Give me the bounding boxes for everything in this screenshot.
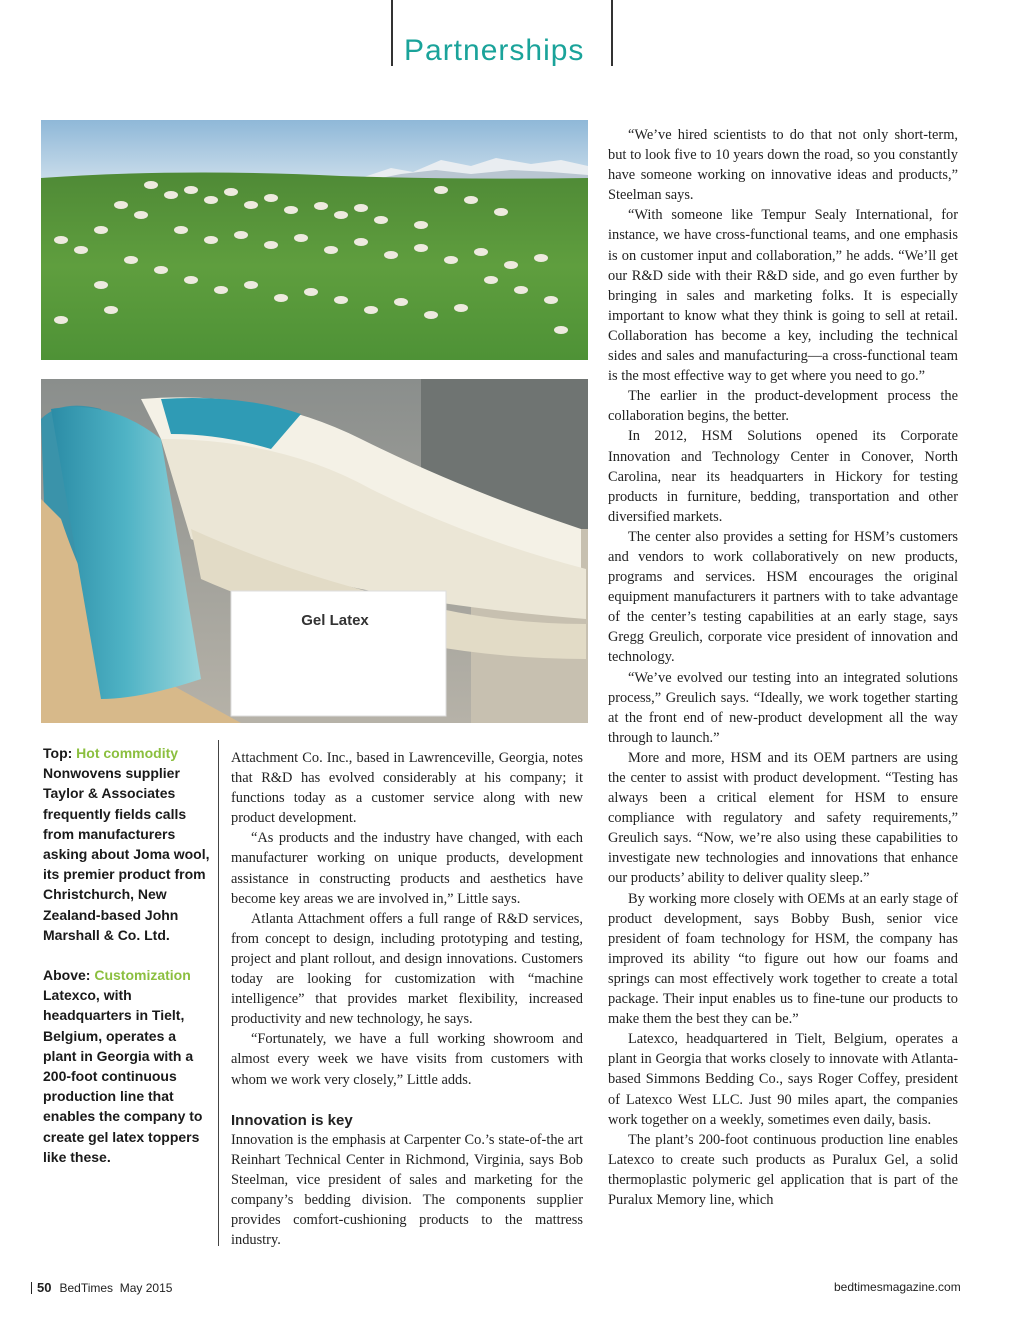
paragraph: By working more closely with OEMs at an early stage of product development, says Bobby Bush, senior vice president of foam technology for HSM, the company has improved its ability “to figure out how our foams and springs can most effectively work together to create a total package. Their input enables us to fine-tune our products to make them the best they can be.” [608, 890, 958, 1028]
sheep [284, 206, 298, 214]
sheep [514, 286, 528, 294]
sheep [174, 226, 188, 234]
caption-above [43, 965, 213, 1167]
sheep [494, 208, 508, 216]
sheep [454, 304, 468, 312]
subheading: Innovation is key [231, 1111, 353, 1129]
photo-caption [43, 743, 213, 1167]
caption-top-lead: Top: [43, 745, 73, 761]
sheep [314, 202, 328, 210]
caption-top-title: Hot commodity [76, 745, 179, 761]
sheep [484, 276, 498, 284]
sheep [54, 236, 68, 244]
sheep [424, 311, 438, 319]
paragraph: “We’ve evolved our testing into an integrated solutions process,” Greulich says. “Ideally, we work together starting at the front end of new-product development all the way through to launch.” [608, 669, 958, 746]
sheep [504, 261, 518, 269]
sheep [124, 256, 138, 264]
sheep [334, 211, 348, 219]
gel-latex-toppers-photo [41, 379, 588, 723]
paragraph: “As products and the industry have changed, with each manufacturer working on unique products, development assistance in constructing products and aesthetics have become key areas we are involved in,” Little says. [231, 830, 583, 907]
paragraph: “We’ve hired scientists to do that not only short-term, but to look five to 10 years down the road, so you constantly have someone working on innovative ideas and products,” Steelman says. [608, 127, 958, 204]
section-title: Partnerships [404, 34, 585, 67]
sheep [414, 244, 428, 252]
sheep [354, 238, 368, 246]
sheep [534, 254, 548, 262]
sheep [474, 248, 488, 256]
sheep [374, 216, 388, 224]
footer-website[interactable]: bedtimesmagazine.com [834, 1280, 961, 1294]
sheep [94, 281, 108, 289]
sheep [74, 246, 88, 254]
paragraph: The center also provides a setting for HSM’s customers and vendors to work collaboratively on new products, programs and services. HSM encourages the original equipment manufacturers it partners with to take advantage of the center’s testing capabilities at an early stage, says Gregg Greulich, corporate vice president of innovation and technology. [608, 528, 958, 666]
paragraph: The plant’s 200-foot continuous production line enables Latexco to create such products as Puralux Gel, a solid thermoplastic polymeric gel application that is part of the Puralux Memory line, which [608, 1131, 958, 1208]
paragraph: Latexco, headquartered in Tielt, Belgium, operates a plant in Georgia that works closely to innovate with Atlanta-based Simmons Bedding Co., says Roger Coffey, president of Latexco West LLC. Just 90 miles apart, the companies work together on a weekly, sometimes even daily, basis. [608, 1031, 958, 1128]
sheep [214, 286, 228, 294]
sheep [234, 231, 248, 239]
sheep [104, 306, 118, 314]
sheep [324, 246, 338, 254]
sheep [554, 326, 568, 334]
sheep [464, 196, 478, 204]
sheep [414, 221, 428, 229]
sheep [434, 186, 448, 194]
sheep [394, 298, 408, 306]
sheep [134, 211, 148, 219]
sheep [184, 186, 198, 194]
sheep [244, 201, 258, 209]
caption-above-title: Customization [94, 967, 191, 984]
paragraph: Innovation is the emphasis at Carpenter Co.’s state-of-the art Reinhart Technical Center in Richmond, Virginia, says Bob Steelman, vice president of sales and marketing for the company’s bedding division. The components supplier provides comfort-cushioning products to the mattress industry. [231, 1131, 583, 1249]
gel-latex-card [231, 591, 446, 716]
article-column-right [608, 125, 958, 1210]
header-divider-left [391, 0, 393, 66]
caption-above-body: Latexco, with headquarters in Tielt, Belgium, operates a plant in Georgia with a 200-foot continuous production line that enables the company to create gel latex toppers like these. [43, 987, 203, 1165]
paragraph: “Fortunately, we have a full working showroom and almost every week we have visits from customers with whom we work very closely,” Little adds. [231, 1031, 583, 1088]
sheep-pasture-photo [41, 120, 588, 360]
paragraph: The earlier in the product-development process the collaboration begins, the better. [608, 388, 958, 425]
caption-above-lead: Above: [43, 967, 91, 984]
caption-top-body: Nonwovens supplier Taylor & Associates frequently fields calls from manufacturers asking about Joma wool, its premier product from Christchurch, New Zealand-based John Marshall & Co. Ltd. [43, 765, 210, 943]
sheep [144, 181, 158, 189]
paragraph: Attachment Co. Inc., based in Lawrenceville, Georgia, notes that R&D has evolved considerably at his company; it functions today as a customer service along with new product development. [231, 750, 583, 827]
folio-bar [31, 1282, 32, 1294]
sheep [184, 276, 198, 284]
sheep [294, 234, 308, 242]
sheep [244, 281, 258, 289]
sheep [94, 226, 108, 234]
sheep [224, 188, 238, 196]
paragraph: In 2012, HSM Solutions opened its Corporate Innovation and Technology Center in Conover, North Carolina, near its headquarters in Hickory for testing products in furniture, bedding, transportation and other diversified markets. [608, 428, 958, 525]
sheep [274, 294, 288, 302]
caption-divider [218, 740, 219, 1246]
paragraph: “With someone like Tempur Sealy International, for instance, we have cross-functional teams, and one emphasis is on customer input and collaboration,” he adds. “We’ll get our R&D side with their R&D side, and go even further by bringing in sales and marketing folks. It is especially important to know what they think is going to sell at retail. Collaboration has become a key, including the technical sides and sales and manufacturing—a cross-functional team is the most effective way to get where you need to go.” [608, 207, 958, 385]
page-number: 50 [37, 1280, 52, 1295]
sheep [384, 251, 398, 259]
article-column-middle [231, 748, 583, 1250]
paragraph: More and more, HSM and its OEM partners are using the center to assist with product development. “Testing has always been a critical element for HSM to ensure compliance with regulatory and safety requirements,” Greulich says. “Now, we’re also using these capabilities to investigate new technologies and innovations that enhance our products’ ability to deliver quality sleep.” [608, 749, 958, 887]
publication-name: BedTimes [59, 1281, 114, 1295]
sheep [354, 204, 368, 212]
sheep [544, 296, 558, 304]
sheep [334, 296, 348, 304]
sheep [54, 316, 68, 324]
sheep [204, 196, 218, 204]
sheep [164, 191, 178, 199]
sheep [204, 236, 218, 244]
paragraph: Atlanta Attachment offers a full range of R&D services, from concept to design, including prototyping and testing, project and plant rollout, and design innovations. Customers today are looking for customization with “machine intelligence” that provides market flexibility, increased productivity and new technology, he says. [231, 910, 583, 1028]
sheep [364, 306, 378, 314]
sheep [154, 266, 168, 274]
sheep [264, 241, 278, 249]
issue-date: May 2015 [119, 1281, 173, 1295]
sheep [264, 194, 278, 202]
gel-latex-card-text: Gel Latex [301, 612, 369, 629]
sheep [304, 288, 318, 296]
sheep [114, 201, 128, 209]
header-divider-right [611, 0, 613, 66]
footer-folio [31, 1280, 172, 1295]
caption-top [43, 743, 213, 945]
sheep [444, 256, 458, 264]
